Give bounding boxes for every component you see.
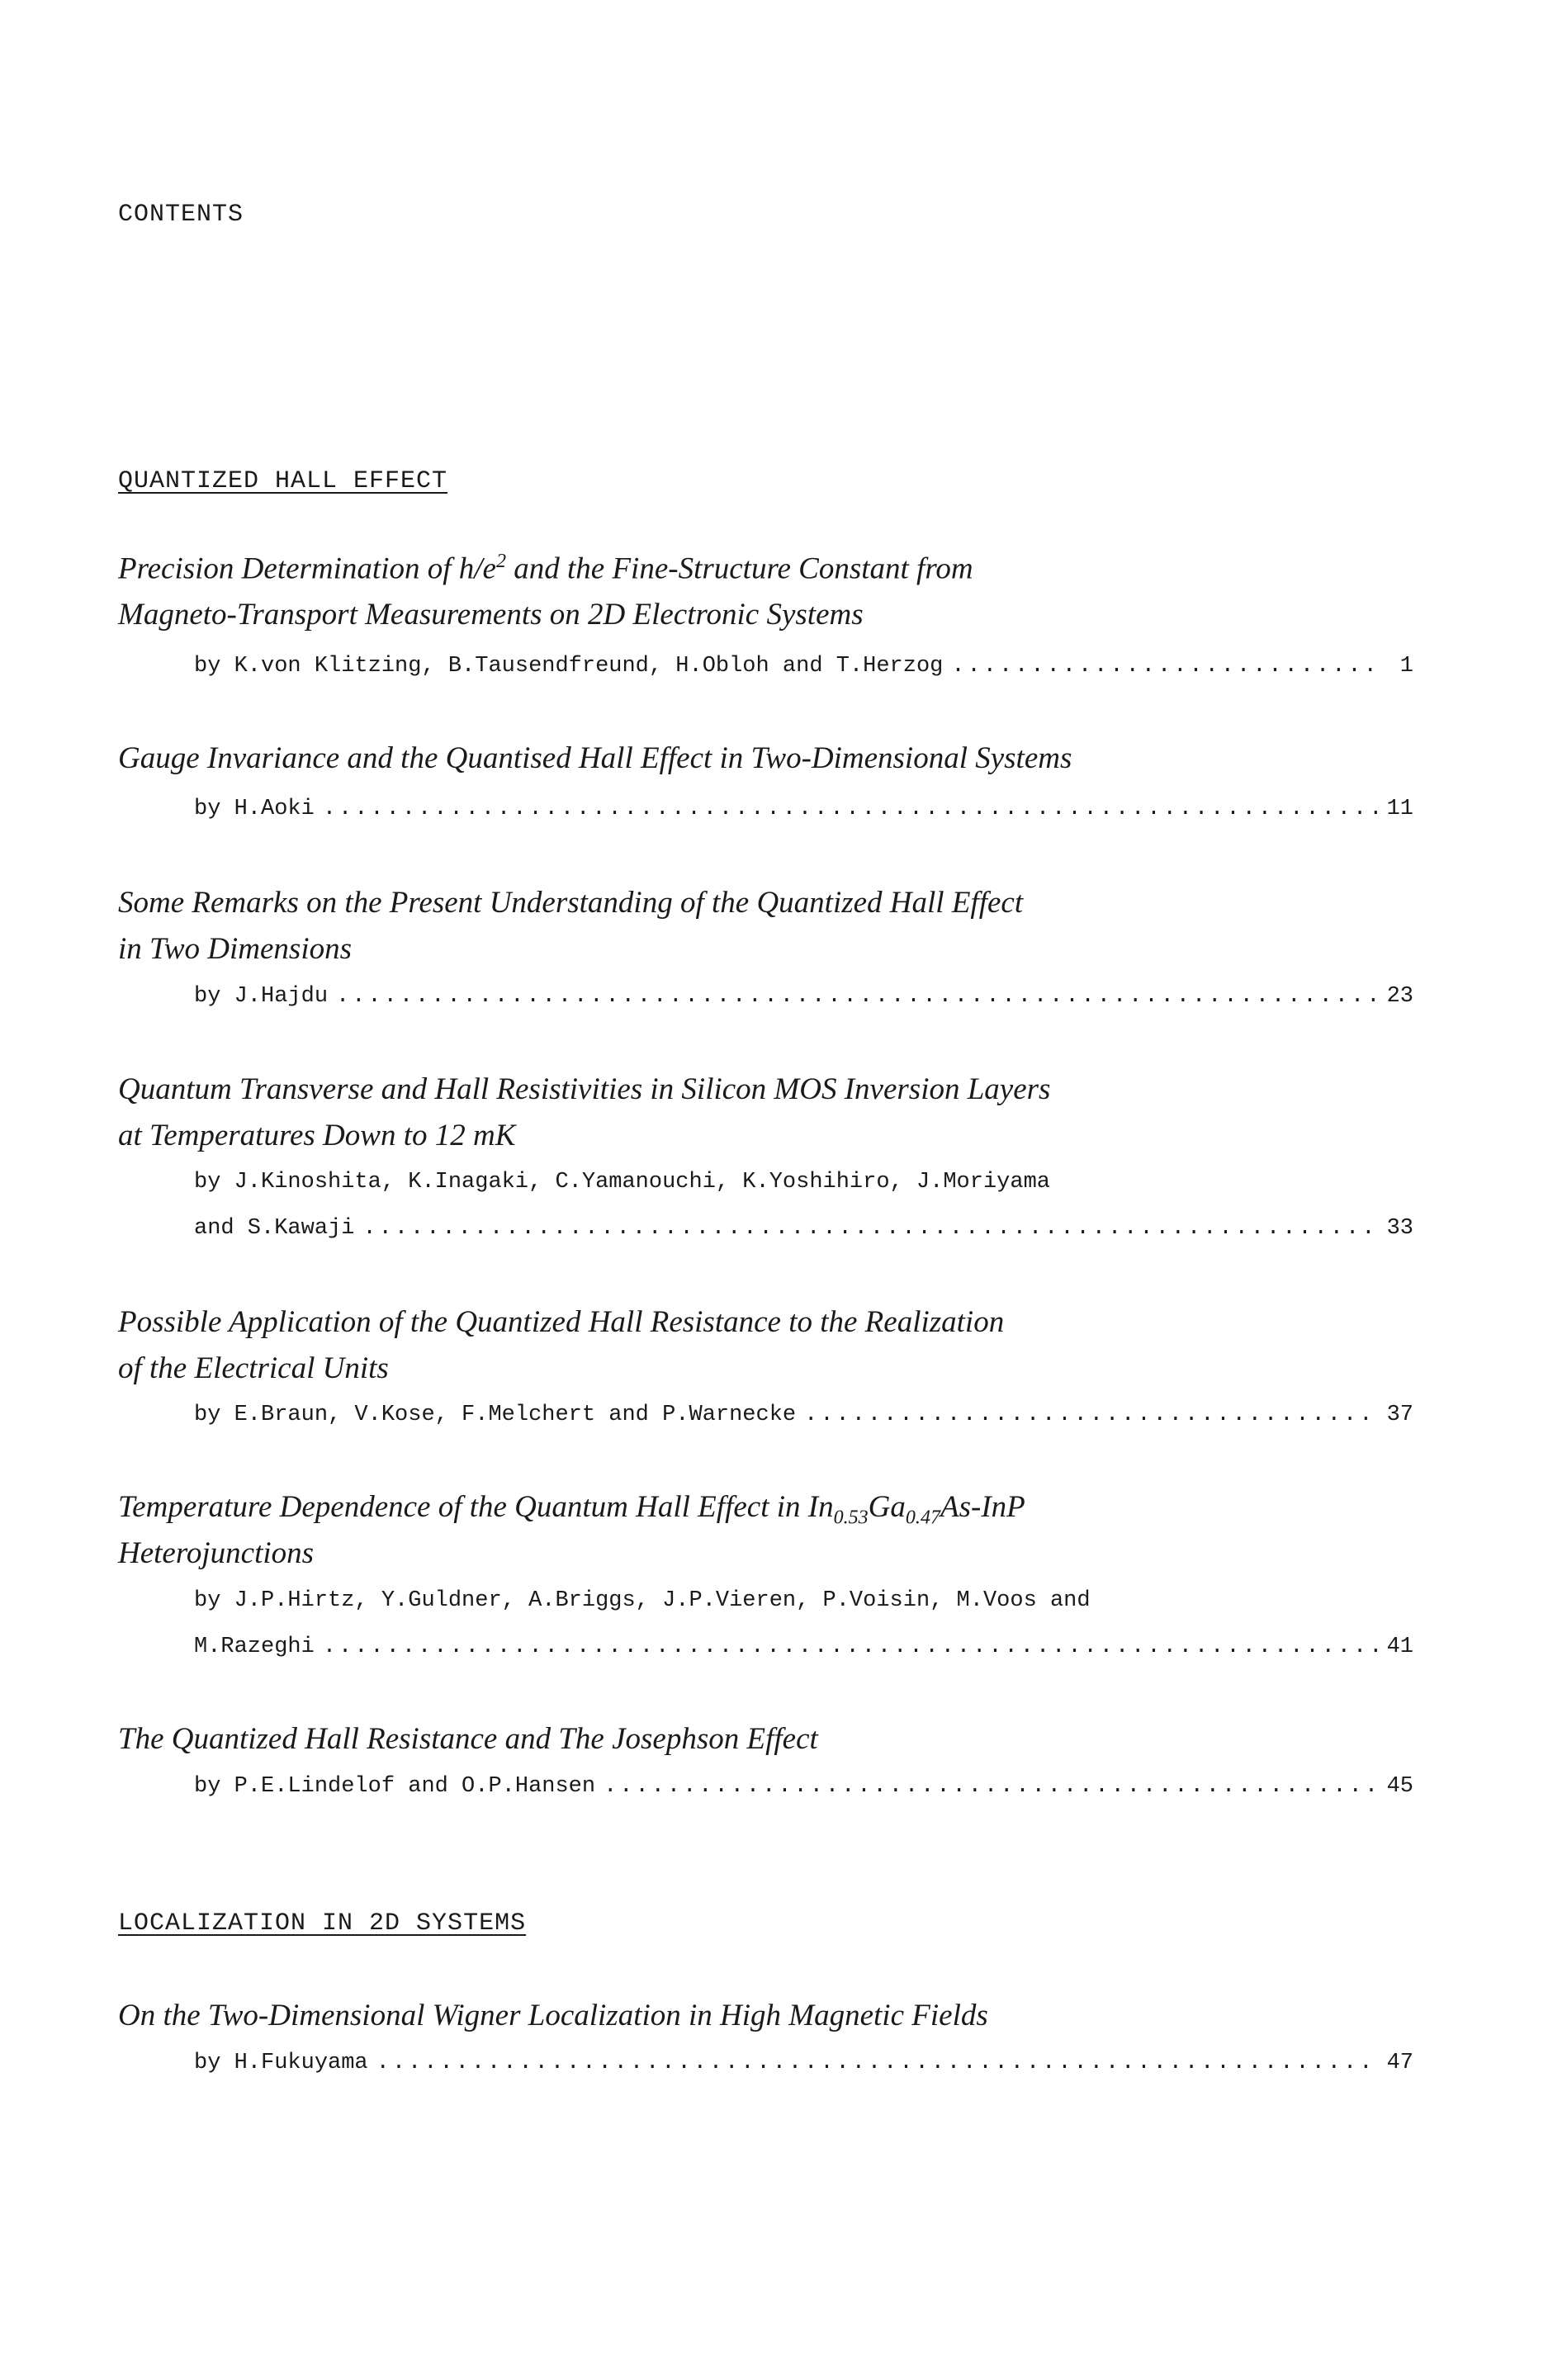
entry-title-line: Heterojunctions — [118, 1536, 315, 1570]
entry-authors: and S.Kawaji — [194, 1216, 355, 1241]
entry-author-line — [194, 1774, 1413, 1799]
section-heading-quantized-hall-effect: QUANTIZED HALL EFFECT — [118, 467, 448, 495]
entry-title-line: Precision Determination of $h/e^2$ and the Fine-Structure Constant from — [118, 551, 973, 586]
entry-author-line — [194, 654, 1413, 679]
dot-leader — [336, 984, 1379, 1009]
page-title: CONTENTS — [118, 201, 244, 229]
entry-author-line — [194, 1403, 1413, 1427]
page-number: 33 — [1386, 1216, 1413, 1241]
entry-authors: by J.Hajdu — [194, 984, 329, 1009]
page-number: 41 — [1386, 1635, 1413, 1659]
entry-title-line: Magneto-Transport Measurements on 2D Electronic Systems — [118, 598, 864, 632]
entry-author-line — [194, 2051, 1413, 2075]
entry-author-line — [194, 1170, 1413, 1195]
entry-title-line: On the Two-Dimensional Wigner Localization in High Magnetic Fields — [118, 1999, 988, 2032]
page-number: 23 — [1386, 984, 1413, 1009]
entry-authors: by H.Aoki — [194, 797, 315, 821]
entry-title-line: Possible Application of the Quantized Hall Resistance to the Realization — [118, 1305, 1005, 1339]
page-number: 47 — [1386, 2051, 1413, 2075]
page-number: 37 — [1386, 1403, 1413, 1427]
section-heading-localization-in-2d-systems: LOCALIZATION IN 2D SYSTEMS — [118, 1909, 527, 1938]
entry-authors: M.Razeghi — [194, 1635, 315, 1659]
dot-leader — [376, 2051, 1379, 2075]
entry-authors: by E.Braun, V.Kose, F.Melchert and P.Warnecke — [194, 1403, 797, 1427]
entry-author-line — [194, 1635, 1413, 1659]
dot-leader — [323, 797, 1379, 821]
dot-leader — [951, 654, 1382, 679]
entry-authors: by J.P.Hirtz, Y.Guldner, A.Briggs, J.P.Vieren, P.Voisin, M.Voos and — [194, 1588, 1091, 1613]
entry-title-line: in Two Dimensions — [118, 932, 353, 966]
entry-authors: by P.E.Lindelof and O.P.Hansen — [194, 1774, 596, 1799]
entry-title-line: Some Remarks on the Present Understanding of the Quantized Hall Effect — [118, 886, 1024, 920]
entry-title-line: The Quantized Hall Resistance and The Josephson Effect — [118, 1722, 818, 1756]
dot-leader — [804, 1403, 1378, 1427]
entry-authors: by K.von Klitzing, B.Tausendfreund, H.Obloh and T.Herzog — [194, 654, 944, 679]
entry-title-line: of the Electrical Units — [118, 1351, 389, 1385]
page-number: 45 — [1386, 1774, 1413, 1799]
entry-author-line — [194, 984, 1413, 1009]
entry-authors: by H.Fukuyama — [194, 2051, 368, 2075]
dot-leader — [604, 1774, 1379, 1799]
page-number: 1 — [1399, 654, 1413, 679]
entry-title-line: at Temperatures Down to 12 mK — [118, 1119, 516, 1152]
entry-title-line: Quantum Transverse and Hall Resistivities in Silicon MOS Inversion Layers — [118, 1072, 1051, 1106]
entry-author-line — [194, 797, 1413, 821]
page-number: 11 — [1386, 797, 1413, 821]
entry-author-line — [194, 1216, 1413, 1241]
entry-title-line: Gauge Invariance and the Quantised Hall Effect in Two-Dimensional Systems — [118, 741, 1072, 775]
entry-title-line: Temperature Dependence of the Quantum Hall Effect in $In_{0.53}Ga_{0.47}As$-InP — [118, 1490, 1025, 1529]
entry-author-line — [194, 1588, 1413, 1613]
entry-authors: by J.Kinoshita, K.Inagaki, C.Yamanouchi, K.Yoshihiro, J.Moriyama — [194, 1170, 1050, 1195]
dot-leader — [362, 1216, 1378, 1241]
dot-leader — [323, 1635, 1379, 1659]
